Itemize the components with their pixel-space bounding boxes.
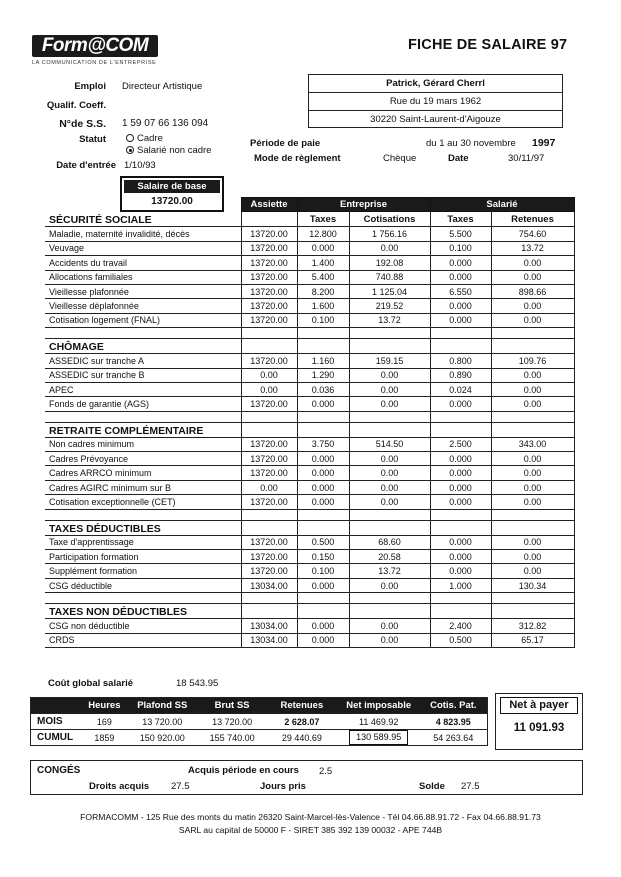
spacer-cell bbox=[297, 520, 349, 535]
row-value: 68.60 bbox=[349, 535, 430, 549]
row-value: 0.000 bbox=[297, 578, 349, 592]
spacer-cell bbox=[297, 509, 349, 520]
row-label: Non cadres minimum bbox=[45, 437, 241, 451]
row-value: 0.500 bbox=[297, 535, 349, 549]
periode-year: 1997 bbox=[532, 137, 556, 149]
row-value: 2.400 bbox=[430, 619, 491, 633]
summary-cell: 13 720.00 bbox=[198, 714, 266, 730]
row-value: 343.00 bbox=[491, 437, 574, 451]
row-value: 0.00 bbox=[349, 619, 430, 633]
row-value: 1.290 bbox=[297, 368, 349, 382]
cout-global-value: 18 543.95 bbox=[176, 678, 219, 689]
summary-cell: 150 920.00 bbox=[126, 730, 198, 746]
row-value: 13.72 bbox=[491, 241, 574, 255]
summary-cell: 54 263.64 bbox=[420, 730, 488, 746]
row-label: Maladie, maternité invalidité, décès bbox=[45, 227, 241, 241]
spacer-cell bbox=[241, 339, 297, 354]
summary-cell: 4 823.95 bbox=[420, 714, 488, 730]
table-row bbox=[45, 354, 574, 368]
summary-cell: 1859 bbox=[82, 730, 126, 746]
row-value: 0.000 bbox=[430, 480, 491, 494]
row-value: 130.34 bbox=[491, 578, 574, 592]
summary-row-cumul bbox=[31, 730, 488, 746]
spacer-cell bbox=[491, 520, 574, 535]
header-assiette: Assiette bbox=[241, 198, 297, 212]
row-value: 0.00 bbox=[349, 633, 430, 647]
row-value: 0.00 bbox=[241, 382, 297, 396]
periode-label: Période de paie bbox=[250, 138, 321, 149]
row-label: Veuvage bbox=[45, 241, 241, 255]
row-value: 0.00 bbox=[349, 480, 430, 494]
row-value: 0.000 bbox=[430, 313, 491, 327]
summary-cell bbox=[338, 730, 420, 746]
cout-global-label: Coût global salarié bbox=[48, 678, 133, 689]
summary-header-spacer bbox=[31, 698, 83, 714]
summary-table bbox=[30, 697, 488, 746]
summary-header-heures: Heures bbox=[82, 698, 126, 714]
row-value: 1.600 bbox=[297, 299, 349, 313]
row-value: 0.000 bbox=[430, 270, 491, 284]
table-row bbox=[45, 564, 574, 578]
row-value: 0.000 bbox=[297, 633, 349, 647]
summary-cell: 13 720.00 bbox=[126, 714, 198, 730]
row-value: 740.88 bbox=[349, 270, 430, 284]
row-value: 0.000 bbox=[430, 299, 491, 313]
spacer-cell bbox=[241, 422, 297, 437]
row-value: 20.58 bbox=[349, 550, 430, 564]
spacer-cell bbox=[349, 339, 430, 354]
row-label: Cotisation exceptionnelle (CET) bbox=[45, 495, 241, 509]
table-row bbox=[45, 299, 574, 313]
spacer-cell bbox=[241, 604, 297, 619]
table-row bbox=[45, 535, 574, 549]
conges-title: CONGÉS bbox=[37, 765, 81, 776]
emploi-value: Directeur Artistique bbox=[122, 81, 203, 92]
summary-cell: 11 469.92 bbox=[338, 714, 420, 730]
table-row bbox=[45, 437, 574, 451]
row-value: 0.00 bbox=[241, 368, 297, 382]
spacer-cell bbox=[491, 509, 574, 520]
row-value: 0.000 bbox=[297, 241, 349, 255]
table-row bbox=[45, 284, 574, 298]
row-value: 0.00 bbox=[491, 535, 574, 549]
row-label: Supplément formation bbox=[45, 564, 241, 578]
emploi-label: Emploi bbox=[74, 81, 106, 92]
row-label: ASSEDIC sur tranche B bbox=[45, 368, 241, 382]
row-label: APEC bbox=[45, 382, 241, 396]
summary-cell: 2 628.07 bbox=[266, 714, 338, 730]
spacer-cell bbox=[241, 411, 297, 422]
row-value: 1.160 bbox=[297, 354, 349, 368]
row-value: 0.500 bbox=[430, 633, 491, 647]
row-label: CSG non déductible bbox=[45, 619, 241, 633]
spacer-cell bbox=[430, 604, 491, 619]
spacer-cell bbox=[491, 339, 574, 354]
spacer-cell bbox=[349, 411, 430, 422]
row-value: 0.00 bbox=[491, 466, 574, 480]
row-value: 65.17 bbox=[491, 633, 574, 647]
row-value: 13720.00 bbox=[241, 313, 297, 327]
spacer-cell bbox=[491, 422, 574, 437]
spacer-cell bbox=[491, 604, 574, 619]
row-label: Vieillesse plafonnée bbox=[45, 284, 241, 298]
section-title: SÉCURITÉ SOCIALE bbox=[45, 212, 241, 227]
row-value: 219.52 bbox=[349, 299, 430, 313]
row-value: 13.72 bbox=[349, 564, 430, 578]
row-value: 0.00 bbox=[349, 578, 430, 592]
row-value: 0.150 bbox=[297, 550, 349, 564]
row-label: Taxe d'apprentissage bbox=[45, 535, 241, 549]
contributions-table bbox=[45, 197, 575, 648]
conges-box bbox=[30, 760, 583, 795]
spacer-cell bbox=[349, 593, 430, 604]
mode-value: Chèque bbox=[383, 153, 417, 164]
table-row bbox=[45, 256, 574, 270]
row-value: 0.00 bbox=[491, 368, 574, 382]
row-value: 0.00 bbox=[491, 564, 574, 578]
spacer-cell bbox=[430, 339, 491, 354]
acquis-periode-value: 2.5 bbox=[319, 766, 333, 777]
section-title: CHÔMAGE bbox=[45, 339, 241, 354]
table-row bbox=[45, 368, 574, 382]
table-row bbox=[45, 550, 574, 564]
date-label: Date bbox=[448, 153, 469, 164]
subheader-retenues: Retenues bbox=[491, 212, 574, 227]
section-row bbox=[45, 339, 574, 354]
row-value: 0.00 bbox=[491, 550, 574, 564]
row-value: 0.100 bbox=[297, 313, 349, 327]
row-value: 13720.00 bbox=[241, 354, 297, 368]
row-label: ASSEDIC sur tranche A bbox=[45, 354, 241, 368]
summary-header-retenues: Retenues bbox=[266, 698, 338, 714]
table-row bbox=[45, 633, 574, 647]
table-row bbox=[45, 480, 574, 494]
jours-pris-label: Jours pris bbox=[260, 781, 306, 792]
spacer-cell bbox=[241, 212, 297, 227]
spacer-cell bbox=[491, 411, 574, 422]
row-label: Allocations familiales bbox=[45, 270, 241, 284]
row-value: 13.72 bbox=[349, 313, 430, 327]
row-value: 0.000 bbox=[430, 466, 491, 480]
spacer-cell bbox=[241, 593, 297, 604]
spacer-cell bbox=[491, 593, 574, 604]
row-value: 0.000 bbox=[297, 480, 349, 494]
row-value: 6.550 bbox=[430, 284, 491, 298]
spacer-cell bbox=[297, 411, 349, 422]
row-value: 13720.00 bbox=[241, 550, 297, 564]
summary-cell: 169 bbox=[82, 714, 126, 730]
table-row bbox=[45, 227, 574, 241]
table-row bbox=[45, 452, 574, 466]
row-value: 13720.00 bbox=[241, 256, 297, 270]
ss-label: N°de S.S. bbox=[59, 118, 106, 130]
row-value: 0.000 bbox=[430, 256, 491, 270]
summary-row-label: MOIS bbox=[31, 714, 83, 730]
spacer-cell bbox=[430, 593, 491, 604]
row-label: CRDS bbox=[45, 633, 241, 647]
section-title: TAXES NON DÉDUCTIBLES bbox=[45, 604, 241, 619]
row-value: 13034.00 bbox=[241, 578, 297, 592]
row-value: 0.00 bbox=[491, 382, 574, 396]
row-value: 13720.00 bbox=[241, 284, 297, 298]
employee-city: 30220 Saint-Laurent-d'Aigouze bbox=[370, 114, 501, 125]
row-value: 0.00 bbox=[241, 480, 297, 494]
header-salarie: Salarié bbox=[430, 198, 574, 212]
table-row bbox=[45, 495, 574, 509]
summary-row-mois bbox=[31, 714, 488, 730]
row-value: 0.800 bbox=[430, 354, 491, 368]
acquis-periode-label: Acquis période en cours bbox=[188, 765, 299, 776]
row-value: 0.00 bbox=[491, 397, 574, 411]
summary-cell: 155 740.00 bbox=[198, 730, 266, 746]
radio-checked-icon bbox=[126, 146, 134, 154]
row-value: 13034.00 bbox=[241, 619, 297, 633]
row-value: 754.60 bbox=[491, 227, 574, 241]
summary-row-label: CUMUL bbox=[31, 730, 83, 746]
row-value: 514.50 bbox=[349, 437, 430, 451]
row-value: 0.000 bbox=[430, 564, 491, 578]
row-value: 192.08 bbox=[349, 256, 430, 270]
row-value: 0.000 bbox=[297, 466, 349, 480]
row-label: Cotisation logement (FNAL) bbox=[45, 313, 241, 327]
company-logo: Form@COM bbox=[32, 35, 158, 57]
row-value: 0.100 bbox=[430, 241, 491, 255]
subheader-taxes: Taxes bbox=[297, 212, 349, 227]
table-row bbox=[45, 619, 574, 633]
spacer-cell bbox=[297, 422, 349, 437]
section-row bbox=[45, 422, 574, 437]
spacer-cell bbox=[241, 520, 297, 535]
row-label: CSG déductible bbox=[45, 578, 241, 592]
subheader-taxes: Taxes bbox=[430, 212, 491, 227]
row-value: 13720.00 bbox=[241, 299, 297, 313]
row-value: 109.76 bbox=[491, 354, 574, 368]
spacer-cell bbox=[297, 604, 349, 619]
row-value: 1.000 bbox=[430, 578, 491, 592]
statut-label: Statut bbox=[79, 134, 106, 145]
subheader-cotisations: Cotisations bbox=[349, 212, 430, 227]
page-title: FICHE DE SALAIRE 97 bbox=[408, 37, 568, 53]
cumul-net-imposable: 130 589.95 bbox=[349, 730, 408, 745]
logo-subtitle: LA COMMUNICATION DE L'ENTREPRISE bbox=[32, 60, 157, 66]
spacer-cell bbox=[297, 328, 349, 339]
table-row bbox=[45, 578, 574, 592]
spacer-cell bbox=[349, 422, 430, 437]
row-value: 13034.00 bbox=[241, 633, 297, 647]
row-value: 2.500 bbox=[430, 437, 491, 451]
row-value: 898.66 bbox=[491, 284, 574, 298]
ss-value: 1 59 07 66 136 094 bbox=[122, 118, 209, 129]
spacer-cell bbox=[430, 328, 491, 339]
row-value: 0.00 bbox=[349, 368, 430, 382]
row-value: 8.200 bbox=[297, 284, 349, 298]
address-box bbox=[308, 74, 563, 128]
qualif-label: Qualif. Coeff. bbox=[46, 100, 106, 111]
footer-legal: SARL au capital de 50000 F - SIRET 385 392 139 00032 - APE 744B bbox=[178, 825, 443, 835]
row-value: 0.890 bbox=[430, 368, 491, 382]
row-value: 0.00 bbox=[349, 241, 430, 255]
spacer-cell bbox=[45, 328, 241, 339]
spacer-cell bbox=[491, 328, 574, 339]
row-value: 13720.00 bbox=[241, 452, 297, 466]
table-row bbox=[45, 466, 574, 480]
employee-name: Patrick, Gérard Cherrl bbox=[309, 75, 562, 93]
row-value: 0.00 bbox=[349, 495, 430, 509]
spacer-cell bbox=[430, 422, 491, 437]
section-title: TAXES DÉDUCTIBLES bbox=[45, 520, 241, 535]
section-row bbox=[45, 604, 574, 619]
row-value: 0.000 bbox=[430, 452, 491, 466]
summary-header-brut: Brut SS bbox=[198, 698, 266, 714]
radio-unchecked-icon bbox=[126, 134, 134, 142]
row-label: Participation formation bbox=[45, 550, 241, 564]
solde-value: 27.5 bbox=[461, 781, 480, 792]
footer-address: FORMACOMM - 125 Rue des monts du matin 26320 Saint-Marcel-lès-Valence - Tél 04.66.88.91.72 - Fax 04.66.88.91.73 bbox=[80, 812, 541, 822]
section-title: RETRAITE COMPLÉMENTAIRE bbox=[45, 422, 241, 437]
row-value: 0.00 bbox=[349, 452, 430, 466]
row-value: 0.000 bbox=[297, 397, 349, 411]
row-value: 12.800 bbox=[297, 227, 349, 241]
spacer-cell bbox=[349, 509, 430, 520]
row-value: 13720.00 bbox=[241, 270, 297, 284]
solde-label: Solde bbox=[419, 781, 445, 792]
row-value: 0.00 bbox=[491, 299, 574, 313]
row-label: Fonds de garantie (AGS) bbox=[45, 397, 241, 411]
row-label: Cadres ARRCO minimum bbox=[45, 466, 241, 480]
row-value: 0.00 bbox=[491, 313, 574, 327]
net-a-payer-label: Net à payer bbox=[500, 697, 578, 714]
spacer-cell bbox=[349, 328, 430, 339]
row-value: 0.000 bbox=[297, 452, 349, 466]
droits-acquis-value: 27.5 bbox=[171, 781, 190, 792]
row-value: 159.15 bbox=[349, 354, 430, 368]
summary-cell: 29 440.69 bbox=[266, 730, 338, 746]
row-value: 13720.00 bbox=[241, 495, 297, 509]
summary-header-plafond: Plafond SS bbox=[126, 698, 198, 714]
spacer-cell bbox=[430, 520, 491, 535]
summary-header-net-imposable: Net imposable bbox=[338, 698, 420, 714]
spacer-cell bbox=[349, 520, 430, 535]
row-value: 1 125.04 bbox=[349, 284, 430, 298]
spacer-cell bbox=[349, 604, 430, 619]
row-value: 13720.00 bbox=[241, 241, 297, 255]
row-label: Accidents du travail bbox=[45, 256, 241, 270]
row-value: 13720.00 bbox=[241, 564, 297, 578]
row-label: Cadres AGIRC minimum sur B bbox=[45, 480, 241, 494]
section-spacer-row bbox=[45, 509, 574, 520]
row-value: 1 756.16 bbox=[349, 227, 430, 241]
spacer-cell bbox=[45, 509, 241, 520]
row-value: 0.00 bbox=[491, 495, 574, 509]
row-value: 13720.00 bbox=[241, 437, 297, 451]
row-value: 0.100 bbox=[297, 564, 349, 578]
mode-label: Mode de règlement bbox=[254, 153, 341, 164]
row-value: 0.00 bbox=[349, 382, 430, 396]
row-value: 13720.00 bbox=[241, 397, 297, 411]
section-spacer-row bbox=[45, 593, 574, 604]
row-value: 0.00 bbox=[491, 256, 574, 270]
row-value: 0.000 bbox=[430, 495, 491, 509]
row-value: 5.500 bbox=[430, 227, 491, 241]
row-label: Cadres Prévoyance bbox=[45, 452, 241, 466]
entree-value: 1/10/93 bbox=[124, 160, 156, 171]
spacer-cell bbox=[297, 339, 349, 354]
row-value: 0.00 bbox=[491, 270, 574, 284]
spacer-cell bbox=[430, 411, 491, 422]
header-entreprise: Entreprise bbox=[297, 198, 430, 212]
table-row bbox=[45, 241, 574, 255]
row-value: 5.400 bbox=[297, 270, 349, 284]
table-row bbox=[45, 313, 574, 327]
section-spacer-row bbox=[45, 328, 574, 339]
entree-label: Date d'entrée bbox=[56, 160, 116, 171]
spacer-cell bbox=[45, 411, 241, 422]
net-a-payer-value: 11 091.93 bbox=[513, 722, 565, 734]
row-value: 1.400 bbox=[297, 256, 349, 270]
droits-acquis-label: Droits acquis bbox=[89, 781, 150, 792]
row-value: 0.000 bbox=[430, 535, 491, 549]
section-spacer-row bbox=[45, 411, 574, 422]
periode-value: du 1 au 30 novembre bbox=[426, 138, 516, 149]
statut-option-cadre[interactable]: Cadre bbox=[126, 133, 163, 144]
salaire-base-value: 13720.00 bbox=[151, 196, 193, 207]
row-value: 0.000 bbox=[430, 397, 491, 411]
row-value: 0.000 bbox=[430, 550, 491, 564]
summary-header-cotis-pat: Cotis. Pat. bbox=[420, 698, 488, 714]
spacer-cell bbox=[241, 509, 297, 520]
table-row bbox=[45, 270, 574, 284]
row-value: 13720.00 bbox=[241, 535, 297, 549]
table-row bbox=[45, 382, 574, 396]
salaire-base-label: Salaire de base bbox=[124, 180, 220, 193]
row-value: 0.000 bbox=[297, 495, 349, 509]
row-label: Vieillesse déplafonnée bbox=[45, 299, 241, 313]
section-row bbox=[45, 520, 574, 535]
net-a-payer-box bbox=[495, 693, 583, 750]
row-value: 0.00 bbox=[491, 452, 574, 466]
spacer-cell bbox=[241, 328, 297, 339]
row-value: 0.00 bbox=[349, 397, 430, 411]
spacer-cell bbox=[45, 593, 241, 604]
statut-option-non-cadre[interactable]: Salarié non cadre bbox=[126, 145, 211, 156]
row-value: 0.024 bbox=[430, 382, 491, 396]
row-value: 0.036 bbox=[297, 382, 349, 396]
spacer-cell bbox=[430, 509, 491, 520]
row-value: 0.00 bbox=[491, 480, 574, 494]
row-value: 13720.00 bbox=[241, 466, 297, 480]
header-spacer bbox=[45, 198, 241, 212]
table-row bbox=[45, 397, 574, 411]
date-value: 30/11/97 bbox=[508, 153, 545, 164]
row-value: 0.000 bbox=[297, 619, 349, 633]
employee-street: Rue du 19 mars 1962 bbox=[309, 93, 562, 111]
spacer-cell bbox=[297, 593, 349, 604]
row-value: 3.750 bbox=[297, 437, 349, 451]
row-value: 312.82 bbox=[491, 619, 574, 633]
row-value: 13720.00 bbox=[241, 227, 297, 241]
section-row bbox=[45, 212, 574, 227]
row-value: 0.00 bbox=[349, 466, 430, 480]
